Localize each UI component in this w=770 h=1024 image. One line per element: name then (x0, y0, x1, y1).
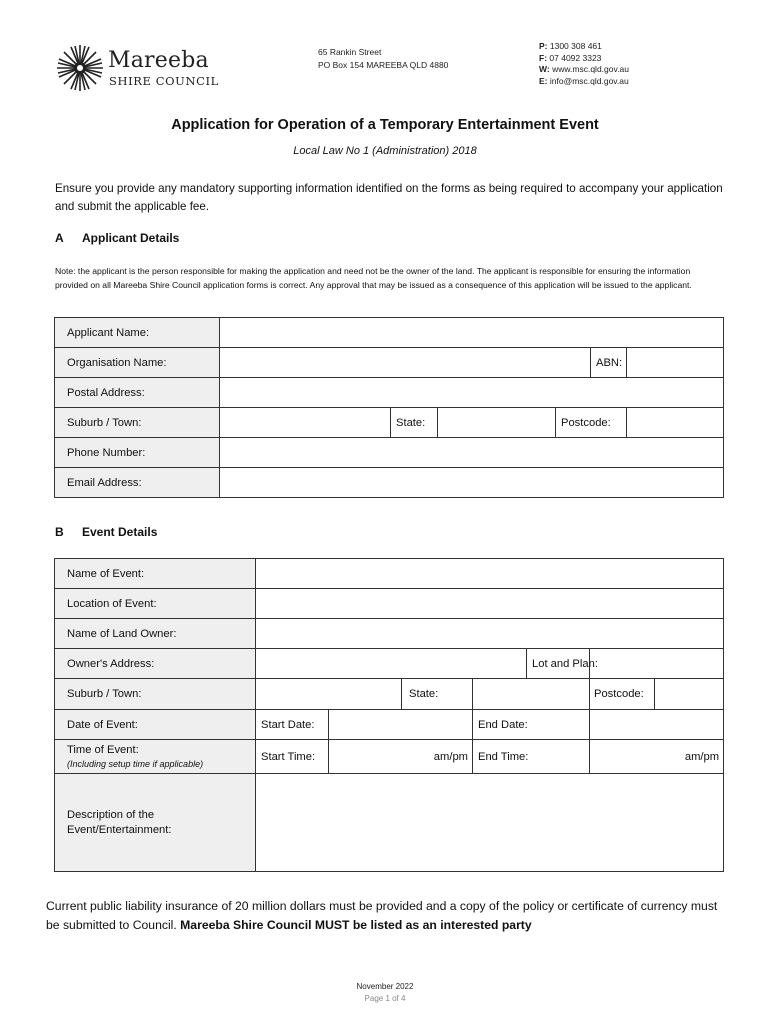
council-address (318, 46, 448, 72)
organisation-name-label: Organisation Name: (55, 348, 220, 378)
end-time-ampm: am/pm (684, 750, 720, 763)
address-line-2: PO Box 154 MAREEBA QLD 4880 (318, 60, 449, 70)
lot-and-plan-label: Lot and Plan: (527, 649, 590, 679)
organisation-name-field[interactable] (220, 348, 591, 378)
event-postcode-field[interactable] (655, 679, 723, 709)
section-b-letter: B (55, 525, 64, 539)
applicant-name-label: Applicant Name: (55, 318, 220, 348)
state-label: State: (391, 408, 438, 438)
table-row (55, 619, 724, 649)
email-label: E: (539, 75, 548, 86)
footer-date: November 2022 (356, 982, 414, 991)
insurance-bold-text: Mareeba Shire Council MUST be listed as an interested party (180, 918, 532, 932)
land-owner-field[interactable] (256, 619, 724, 649)
council-logo (56, 44, 236, 92)
section-a-title: Applicant Details (82, 231, 180, 245)
location-of-event-label: Location of Event: (55, 589, 256, 619)
end-date-label: End Date: (473, 710, 590, 740)
email-link[interactable]: info@msc.qld.gov.au (549, 75, 629, 86)
form-title: Application for Operation of a Temporary Entertainment Event (171, 117, 599, 133)
applicant-name-field[interactable] (220, 318, 724, 348)
owners-address-label: Owner's Address: (55, 649, 256, 679)
event-state-field[interactable] (473, 679, 590, 710)
postal-address-label: Postal Address: (55, 378, 220, 408)
web-label: W: (539, 64, 550, 74)
table-row (55, 589, 724, 619)
table-row (55, 559, 724, 589)
phone-number-field[interactable] (220, 438, 724, 468)
table-row (55, 408, 724, 438)
description-field[interactable] (256, 774, 724, 872)
section-a-heading (55, 231, 179, 245)
event-suburb-field[interactable] (256, 679, 402, 710)
state-field[interactable] (438, 408, 556, 438)
phone-value: 1300 308 461 (549, 41, 602, 51)
description-label-line-2: Event/Entertainment: (67, 823, 172, 836)
location-of-event-field[interactable] (256, 589, 724, 619)
section-a-letter: A (55, 231, 64, 245)
table-row (55, 710, 724, 740)
time-of-event-label-cell (55, 740, 256, 774)
table-row (55, 649, 724, 679)
section-b-heading (55, 525, 157, 539)
suburb-town-field[interactable] (220, 408, 391, 438)
postcode-field[interactable] (627, 408, 724, 438)
event-suburb-label: Suburb / Town: (55, 679, 256, 710)
insurance-notice (46, 897, 726, 935)
postcode-label: Postcode: (556, 408, 627, 438)
abn-label: ABN: (591, 348, 627, 378)
event-state-label: State: (402, 679, 473, 710)
council-contact (539, 41, 629, 87)
fax-value: 07 4092 3323 (549, 52, 602, 63)
event-details-table (54, 558, 724, 872)
start-time-label: Start Time: (256, 740, 329, 774)
intro-text: Ensure you provide any mandatory supporting information identified on the forms as being required to accompany your application and submit the applicable fee. (55, 182, 723, 213)
table-row (55, 348, 724, 378)
postal-address-field[interactable] (220, 378, 724, 408)
date-of-event-label: Date of Event: (55, 710, 256, 740)
email-address-label: Email Address: (55, 468, 220, 498)
table-row (55, 740, 724, 774)
land-owner-label: Name of Land Owner: (55, 619, 256, 649)
lot-and-plan-field[interactable] (590, 649, 724, 679)
event-postcode-cell (590, 679, 724, 710)
end-time-field[interactable] (590, 740, 724, 774)
description-label-cell (55, 774, 256, 872)
start-date-field[interactable] (329, 710, 473, 740)
logo-subtitle: SHIRE COUNCIL (109, 74, 219, 88)
table-row (55, 438, 724, 468)
name-of-event-label: Name of Event: (55, 559, 256, 589)
end-date-field[interactable] (590, 710, 724, 740)
owners-address-field[interactable] (256, 649, 527, 679)
start-date-label: Start Date: (256, 710, 329, 740)
start-time-ampm: am/pm (433, 750, 468, 763)
time-of-event-label: Time of Event: (67, 743, 139, 756)
page-number: Page 1 of 4 (364, 994, 406, 1003)
email-address-field[interactable] (220, 468, 724, 498)
fax-label: F: (539, 52, 548, 63)
web-link[interactable]: www.msc.qld.gov.au (552, 64, 629, 74)
applicant-details-table (54, 317, 724, 498)
section-b-title: Event Details (82, 525, 158, 539)
table-row (55, 318, 724, 348)
name-of-event-field[interactable] (256, 559, 724, 589)
abn-field[interactable] (627, 348, 724, 378)
end-time-label: End Time: (473, 740, 590, 774)
applicant-note: Note: the applicant is the person responsible for making the application and need not be the owner of the land. The applicant is responsible for ensuring the information provided on all Mareeba Shire Council application forms is correct. Any approval that may be issued as a consequence of this application will be issued to the applicant. (55, 266, 692, 290)
table-row (55, 468, 724, 498)
phone-label: P: (539, 41, 548, 51)
form-subtitle: Local Law No 1 (Administration) 2018 (293, 145, 477, 157)
description-label-line-1: Description of the (67, 808, 155, 821)
table-row (55, 774, 724, 872)
sunburst-logo-icon (56, 44, 104, 92)
event-postcode-label: Postcode: (590, 679, 655, 709)
logo-name: Mareeba (108, 48, 209, 73)
phone-number-label: Phone Number: (55, 438, 220, 468)
table-row (55, 679, 724, 710)
insurance-text: Current public liability insurance of 20 million dollars must be provided and a copy of the policy or certificate of currency must be submitted to Council. (46, 899, 718, 932)
start-time-field[interactable] (329, 740, 473, 774)
suburb-town-label: Suburb / Town: (55, 408, 220, 438)
table-row (55, 378, 724, 408)
time-of-event-note: (Including setup time if applicable) (67, 758, 204, 769)
address-line-1: 65 Rankin Street (318, 47, 382, 57)
